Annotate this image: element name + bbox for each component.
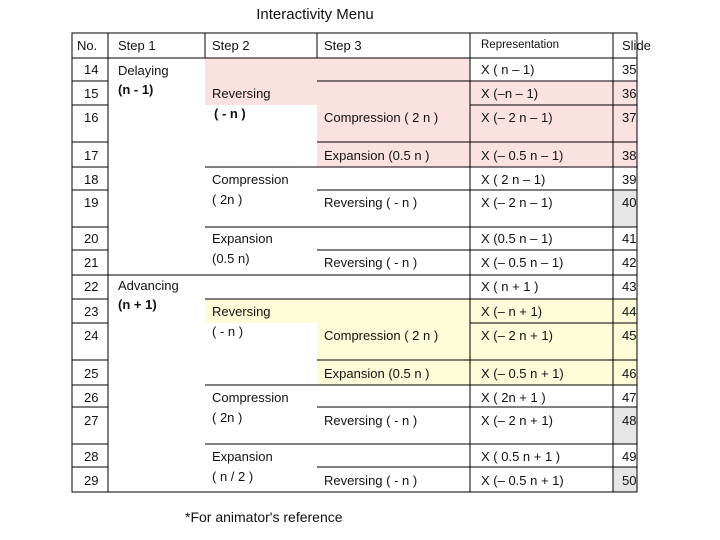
step3-reversing-c: Reversing ( - n ) bbox=[324, 413, 418, 428]
representation: X (– 2 n – 1) bbox=[481, 110, 553, 125]
header-slide: Slide bbox=[622, 38, 651, 53]
row-number: 25 bbox=[84, 366, 99, 381]
step3-reversing-a: Reversing ( - n ) bbox=[324, 195, 418, 210]
row-number: 18 bbox=[84, 172, 99, 187]
row-number: 28 bbox=[84, 449, 99, 464]
row-number: 27 bbox=[84, 413, 99, 428]
slide-number: 43 bbox=[622, 279, 637, 294]
row-number: 26 bbox=[84, 390, 99, 405]
row-number: 14 bbox=[84, 62, 99, 77]
slide-number: 41 bbox=[622, 231, 637, 246]
representation: X ( 2 n – 1) bbox=[481, 172, 546, 187]
step2-compression-b: Compression bbox=[212, 390, 289, 405]
slide-number: 37 bbox=[622, 110, 637, 125]
representation: X ( 2n + 1 ) bbox=[481, 390, 546, 405]
header-no: No. bbox=[77, 38, 98, 53]
slide-number: 47 bbox=[622, 390, 637, 405]
slide-number: 40 bbox=[622, 195, 637, 210]
row-number: 19 bbox=[84, 195, 99, 210]
row-number: 22 bbox=[84, 279, 99, 294]
step3-compression-a: Compression ( 2 n ) bbox=[324, 110, 439, 125]
slide-number: 36 bbox=[622, 86, 637, 101]
slide-number: 49 bbox=[622, 449, 637, 464]
step2-compression-a-sub: ( 2n ) bbox=[212, 192, 243, 207]
representation: X ( n – 1) bbox=[481, 62, 535, 77]
step2-reversing-b: Reversing bbox=[212, 304, 271, 319]
step2-expansion-a: Expansion bbox=[212, 231, 273, 246]
representation: X (– 0.5 n + 1) bbox=[481, 473, 564, 488]
step2-reversing-a: Reversing bbox=[212, 86, 271, 101]
slide-number: 42 bbox=[622, 255, 637, 270]
row-number: 15 bbox=[84, 86, 99, 101]
representation: X (–n – 1) bbox=[481, 86, 539, 101]
step1-delaying: Delaying bbox=[118, 63, 169, 78]
row-number: 21 bbox=[84, 255, 99, 270]
slide-number: 44 bbox=[622, 304, 637, 319]
representation: X ( 0.5 n + 1 ) bbox=[481, 449, 561, 464]
row-number: 20 bbox=[84, 231, 99, 246]
row-number: 29 bbox=[84, 473, 99, 488]
page-title: Interactivity Menu bbox=[256, 6, 374, 23]
slide-number: 50 bbox=[622, 473, 637, 488]
step2-reversing-a-sub: ( - n ) bbox=[214, 106, 246, 121]
representation: X (– 0.5 n – 1) bbox=[481, 255, 564, 270]
step2-compression-b-sub: ( 2n ) bbox=[212, 410, 243, 425]
representation: X (– n + 1) bbox=[481, 304, 543, 319]
slide-number: 39 bbox=[622, 172, 637, 187]
step3-reversing-d: Reversing ( - n ) bbox=[324, 473, 418, 488]
row-number: 17 bbox=[84, 148, 99, 163]
step1-advancing: Advancing bbox=[118, 278, 179, 293]
row-number: 24 bbox=[84, 328, 99, 343]
representation: X (– 2 n – 1) bbox=[481, 195, 553, 210]
slide-number: 48 bbox=[622, 413, 637, 428]
step1-advancing-sub: (n + 1) bbox=[118, 297, 157, 312]
representation: X ( n + 1 ) bbox=[481, 279, 539, 294]
header-representation: Representation bbox=[481, 39, 559, 51]
header-step2: Step 2 bbox=[212, 38, 250, 53]
footnote: *For animator's reference bbox=[185, 509, 343, 525]
pink-band bbox=[205, 58, 470, 81]
slide-number: 35 bbox=[622, 62, 637, 77]
step3-reversing-b: Reversing ( - n ) bbox=[324, 255, 418, 270]
step2-reversing-b-sub: ( - n ) bbox=[212, 324, 244, 339]
slide-number: 38 bbox=[622, 148, 637, 163]
step2-expansion-b: Expansion bbox=[212, 449, 273, 464]
step3-expansion-b: Expansion (0.5 n ) bbox=[324, 366, 430, 381]
step2-expansion-b-sub: ( n / 2 ) bbox=[212, 469, 254, 484]
representation: X (– 0.5 n + 1) bbox=[481, 366, 564, 381]
representation: X (– 2 n + 1) bbox=[481, 328, 553, 343]
representation: X (– 2 n + 1) bbox=[481, 413, 553, 428]
slide-number: 45 bbox=[622, 328, 637, 343]
header-step1: Step 1 bbox=[118, 38, 156, 53]
step1-delaying-sub: (n - 1) bbox=[118, 82, 154, 97]
step2-compression-a: Compression bbox=[212, 172, 289, 187]
header-step3: Step 3 bbox=[324, 38, 362, 53]
step3-expansion-a: Expansion (0.5 n ) bbox=[324, 148, 430, 163]
representation: X (0.5 n – 1) bbox=[481, 231, 553, 246]
step2-expansion-a-sub: (0.5 n) bbox=[212, 251, 250, 266]
row-number: 23 bbox=[84, 304, 99, 319]
row-number: 16 bbox=[84, 110, 99, 125]
representation: X (– 0.5 n – 1) bbox=[481, 148, 564, 163]
step3-compression-b: Compression ( 2 n ) bbox=[324, 328, 439, 343]
slide-number: 46 bbox=[622, 366, 637, 381]
